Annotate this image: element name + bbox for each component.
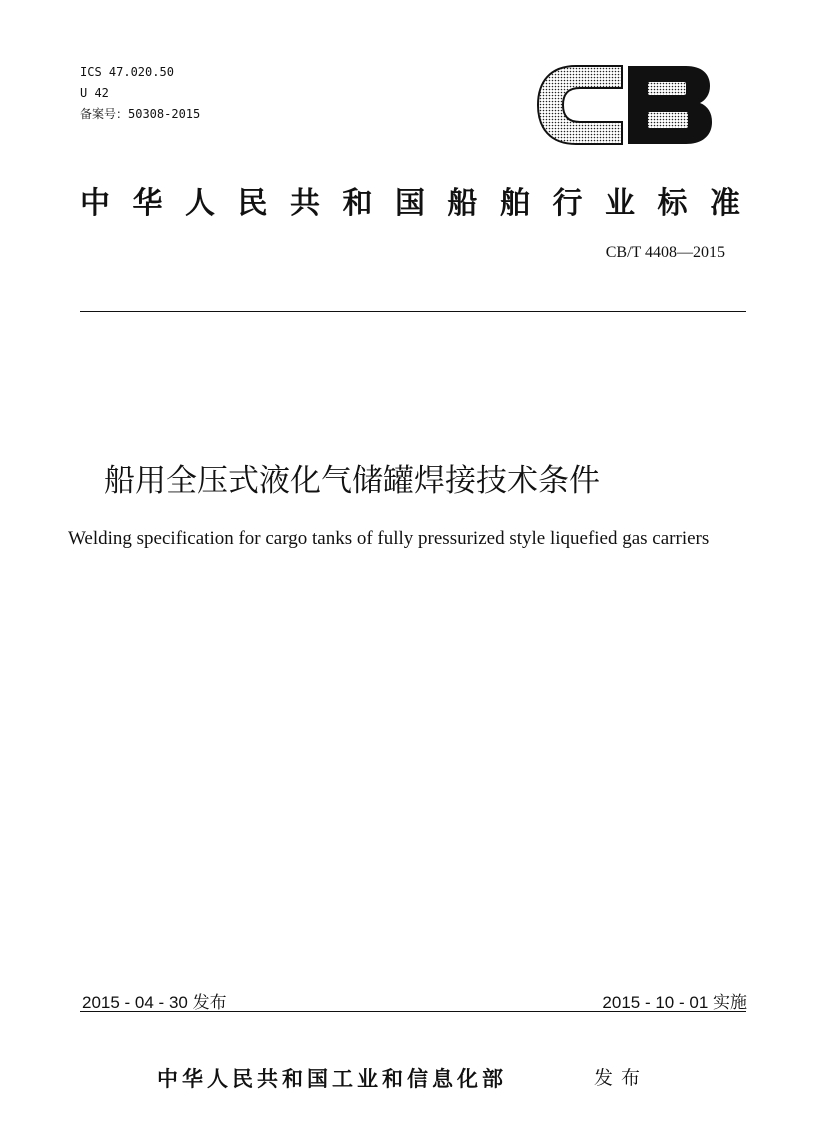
logo-b-shape: [628, 66, 712, 144]
header-divider: [80, 311, 746, 312]
ics-code: ICS 47.020.50: [80, 65, 174, 79]
standard-title-char: 华: [132, 186, 163, 221]
standard-title-char: 业: [605, 186, 635, 221]
document-meta: [80, 62, 200, 125]
footer-divider: [80, 1011, 746, 1012]
standard-title-char: 国: [395, 186, 425, 221]
standard-code: CB/T 4408—2015: [605, 244, 725, 261]
standard-title-char: 船: [447, 186, 478, 221]
standard-title-char: 和: [342, 186, 373, 221]
implementation-date: 2015 - 10 - 01 实施: [602, 993, 747, 1012]
issue-label: 发布: [594, 1067, 649, 1089]
standard-title-char: 行: [552, 186, 583, 221]
standard-title-char: 中: [80, 186, 110, 221]
document-title-en: Welding specification for cargo tanks of fully pressurized style liquefied gas carriers: [68, 528, 710, 549]
standard-category-title: [80, 178, 740, 222]
classification-code: U 42: [80, 86, 109, 100]
cb-logo: [536, 64, 714, 146]
logo-c-shape: [538, 66, 622, 144]
standard-title-char: 共: [290, 186, 320, 221]
standard-title-char: 标: [657, 186, 688, 221]
document-title-cn: 船用全压式液化气储罐焊接技术条件: [104, 463, 600, 499]
filing-number: 备案号：50308-2015: [80, 107, 201, 121]
standard-title-char: 民: [237, 186, 268, 221]
standard-title-char: 人: [185, 186, 215, 221]
issuing-authority: 中华人民共和国工业和信息化部: [157, 1067, 507, 1091]
standard-title-char: 舶: [500, 186, 530, 221]
issue-date: 2015 - 04 - 30 发布: [82, 993, 227, 1012]
standard-title-char: 准: [710, 186, 740, 221]
logo-text: CB: [536, 64, 538, 65]
